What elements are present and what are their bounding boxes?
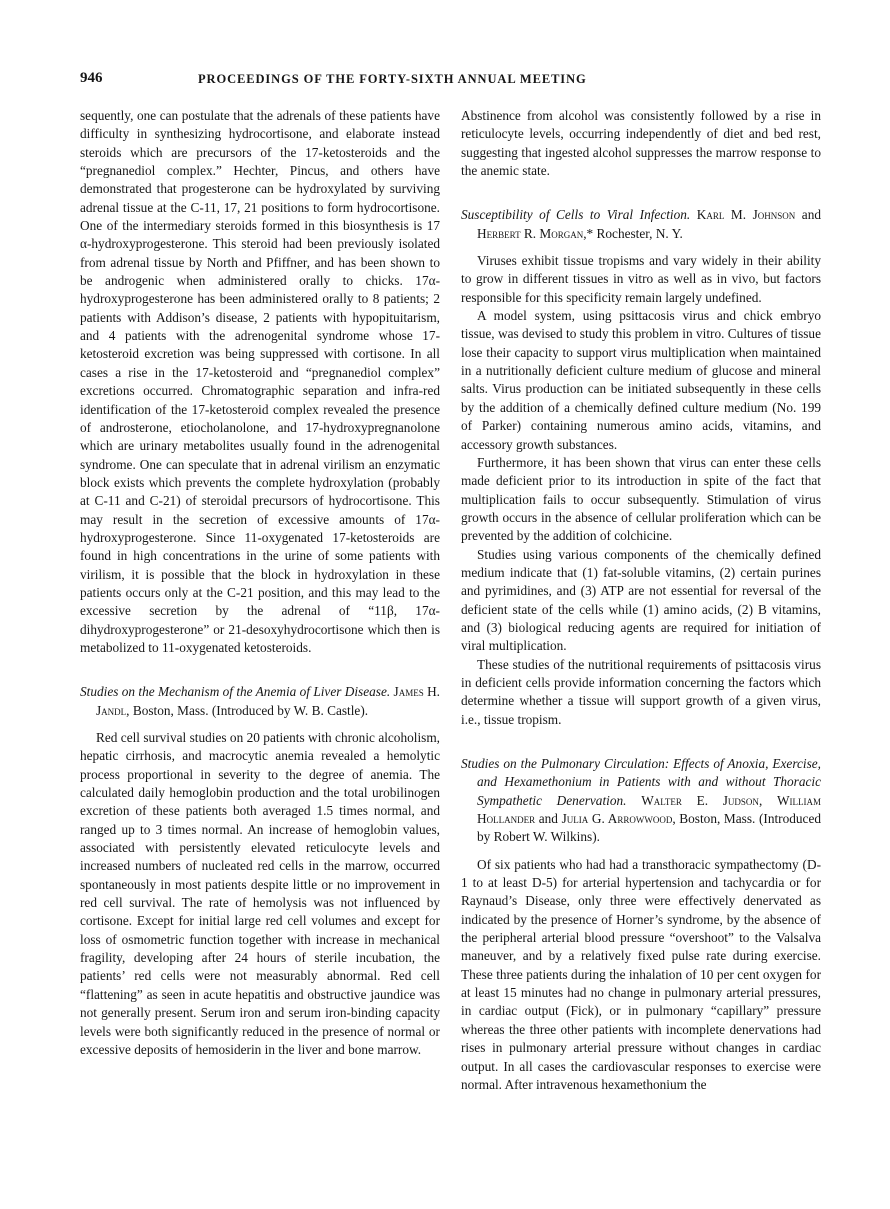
abstract-paragraph: These studies of the nutritional requirements of psittacosis virus in deficient cells provide information concerning the factors which determine whether a tissue will support growth of a given virus, i.e., tissue tropism. [461, 656, 821, 727]
author-separator: and [795, 207, 822, 223]
abstract-body: Red cell survival studies on 20 patients with chronic alcoholism, hepatic cirrhosis, and macrocytic anemia revealed a hemolytic process proportional in severity to the degree of anemia. The calculated daily hemoglobin production and the total urobilinogen excretion of these patients both averaged 1.5 times normal, and ranged up to 3 times normal. An increase of hemoglobin values, associated with persistently elevated reticulocyte levels and increased numbers of nucleated red cells in the marrow, occurred spontaneously in most patients despite little or no improvement in red cell survival. The rate of hemolysis was not influenced by cortisone. Except for initial large red cell volumes and except for loss of osmometric function together with increase in mechanical fragility, developing after 24 hours of sterile incubation, the patients’ red cells were not measurably abnormal. Red cell “flattening” as seen in acute hepatitis and obstructive jaundice was not generally present. Serum iron and serum iron-binding capacity levels were both significantly reduced in the presence of normal or excessive deposits of hemosiderin in the liver and bone marrow. [80, 730, 440, 1057]
author-name: James H. Jandl [96, 684, 441, 718]
author-separator: and [535, 811, 562, 827]
continued-paragraph: sequently, one can postulate that the adrenals of these patients have difficulty in synthesizing hydrocortisone, and elaborate instead steroids which are precursors of the 17-ketosteroids and the “pregnanediol complex.” Hechter, Pincus, and others have demonstrated that progesterone can be hydroxylated by surviving adrenal tissue at the C-11, 17, 21 positions to form hydrocortisone. One of the intermediary steroids formed in this biosynthesis is 17 α-hydroxyprogesterone. This steroid had been previously isolated from adrenal tissue by North and Pfiffner, and has been shown to be androgenic when administered orally to chicks. 17α-hydroxyprogesterone has been administered orally to 8 patients; 2 patients with Addison’s disease, 2 patients with hypopituitarism, and 4 patients with the adrenogenital syndrome whose 17-ketosteroid excretion was being suppressed with cortisone. In all cases a rise in the 17-ketosteroid and “pregnanediol complex” excretions occurred. Chromatographic separation and infra-red identification of the 17-ketosteroid complex revealed the presence of androsterone, etiocholanolone, and 17-hydroxypregnanolone which are urinary metabolites usually found in the adrenogenital syndrome. One can speculate that in adrenal virilism an enzymatic block exists which prevents the complete hydroxylation (probably at C-11 and C-21) of steroidal precursors of hydrocortisone. This may result in the secretion of excessive amounts of 17α-hydroxyprogesterone. Since 11-oxygenated 17-ketosteroids are found in high concentrations in the urine of some patients with virilism, it is possible that the block in hydroxylation in these patients occurs only at the C-21 position, and this may lead to the excessive secretion by the adrenal of “11β, 17α-dihydroxyprogesterone” or 21-desoxyhydrocortisone which then is metabolized to 11-oxygenated ketosteroids. [80, 108, 440, 655]
author-affiliation: ,* Rochester, N. Y. [583, 225, 683, 241]
author-separator: , [758, 792, 777, 808]
left-column [80, 107, 440, 1059]
abstract-paragraph: Studies using various components of the chemically defined medium indicate that (1) fat-soluble vitamins, (2) certain purines and pyrimidines, and (3) ATP are not essential for reversal of the deficient state of the cells while (1) amino acids, (2) B vitamins, and (3) biological reducing agents are required for initiation of viral multiplication. [461, 546, 821, 654]
author-name: Karl M. Johnson [696, 207, 796, 223]
continued-paragraph: Abstinence from alcohol was consistently followed by a rise in reticulocyte levels, occurring independently of diet and bed rest, suggesting that ingested alcohol suppresses the marrow response to the anemic state. [461, 108, 821, 179]
author-name: Herbert R. Morgan [477, 225, 584, 241]
page-number: 946 [80, 70, 103, 86]
author-name: Walter E. Judson [641, 792, 759, 808]
abstract-title: Studies on the Pulmonary Circulation: Effects of Anoxia, Exercise, and Hexamethonium in Patients with and without Thoracic Sympathetic Denervation. [461, 756, 821, 808]
abstract-paragraph: Viruses exhibit tissue tropisms and vary widely in their ability to grow in different tissues in vitro as well as in vivo, but factors responsible for this specificity remain largely undefined. [461, 253, 821, 305]
author-name: William Hollander [477, 792, 822, 827]
abstract-heading-anemia [80, 683, 440, 720]
author-name: Julia G. Arrowwood [561, 811, 673, 827]
author-affiliation: , Boston, Mass. (Introduced by W. B. Castle). [126, 702, 369, 718]
page-header [80, 70, 821, 90]
abstract-heading-viral [461, 206, 821, 243]
right-column [461, 107, 821, 1094]
abstract-paragraph: Furthermore, it has been shown that virus can enter these cells made deficient prior to its introduction in spite of the fact that multiplication fails to occur subsequently. Stimulation of virus growth occurs in the absence of cellular proliferation which can be prevented by the addition of colchicine. [461, 454, 821, 544]
abstract-heading-pulmonary [461, 755, 821, 847]
abstract-title: Susceptibility of Cells to Viral Infection. [461, 207, 691, 223]
abstract-title: Studies on the Mechanism of the Anemia of Liver Disease. [80, 684, 391, 700]
running-head: PROCEEDINGS OF THE FORTY-SIXTH ANNUAL MEETING [198, 72, 587, 86]
abstract-body: Of six patients who had had a transthoracic sympathectomy (D-1 to at least D-5) for arterial hypertension and tachycardia or for Raynaud’s Disease, only three were effectively denervated as indicated by the presence of Horner’s syndrome, by the absence of the peripheral arterial blood pressure “overshoot” to the Valsalva maneuver, and by a relatively fixed pulse rate during exercise. These three patients during the inhalation of 10 per cent oxygen for at least 15 minutes had no change in pulmonary arterial pressures, in cardiac output (Fick), or in pulmonary “capillary” pressure whereas the three other patients with incomplete denervations had rises in pulmonary arterial pressure without changes in cardiac output. In all cases the cardiovascular responses to exercise were normal. After intravenous hexamethonium the [461, 856, 821, 1092]
author-affiliation: , Boston, Mass. (Introduced by Robert W. Wilkins). [477, 811, 821, 845]
abstract-paragraph: A model system, using psittacosis virus and chick embryo tissue, was devised to study this problem in vitro. Cultures of tissue lose their capacity to support virus multiplication when maintained in a nutritionally deficient culture medium of glucose and mineral salts. Virus production can be initiated subsequently in these cells by the addition of a chemically defined culture medium (No. 199 of Parker) containing numerous amino acids, vitamins, and accessory growth substances. [461, 308, 821, 452]
